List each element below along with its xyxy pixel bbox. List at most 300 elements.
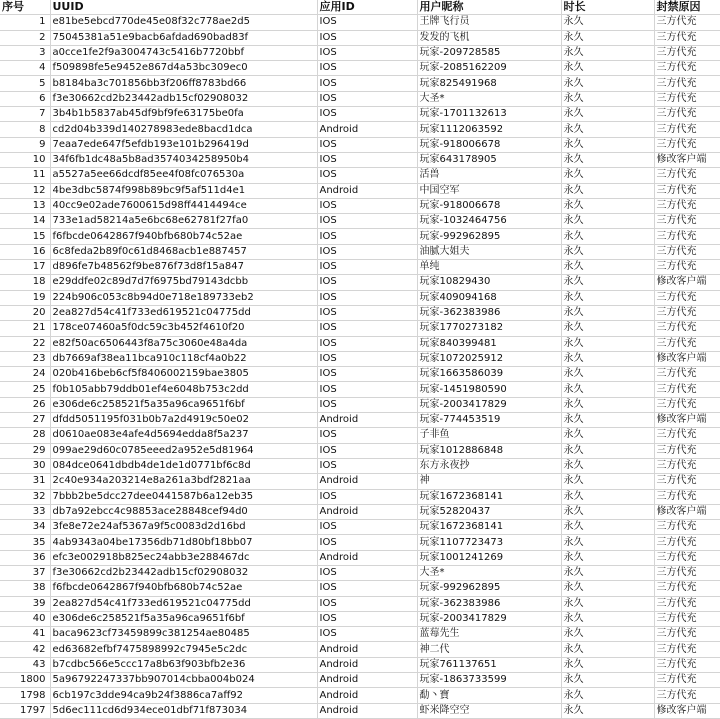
- cell-app-id[interactable]: IOS: [317, 443, 417, 458]
- cell-app-id[interactable]: IOS: [317, 198, 417, 213]
- table-row: [0, 137, 720, 152]
- cell-uuid[interactable]: a5527a5ee66dcdf85ee4f08fc076530a: [50, 168, 317, 183]
- cell-app-id[interactable]: IOS: [317, 61, 417, 76]
- cell-no[interactable]: 43: [0, 657, 50, 672]
- cell-app-id[interactable]: IOS: [317, 45, 417, 60]
- cell-duration[interactable]: 永久: [561, 45, 654, 60]
- cell-app-id[interactable]: IOS: [317, 367, 417, 382]
- table-row: [0, 428, 720, 443]
- cell-app-id[interactable]: IOS: [317, 260, 417, 275]
- cell-reason[interactable]: 三方代充: [654, 91, 720, 106]
- cell-no[interactable]: 12: [0, 183, 50, 198]
- cell-app-id[interactable]: IOS: [317, 214, 417, 229]
- cell-app-id[interactable]: IOS: [317, 382, 417, 397]
- cell-duration[interactable]: 永久: [561, 321, 654, 336]
- cell-duration[interactable]: 永久: [561, 275, 654, 290]
- cell-no[interactable]: 7: [0, 107, 50, 122]
- cell-reason[interactable]: 三方代充: [654, 627, 720, 642]
- cell-nickname[interactable]: 玩家-1701132613: [417, 107, 561, 122]
- cell-nickname[interactable]: 玩家825491968: [417, 76, 561, 91]
- cell-uuid[interactable]: dfdd5051195f031b0b7a2d4919c50e02: [50, 413, 317, 428]
- cell-no[interactable]: 27: [0, 413, 50, 428]
- cell-uuid[interactable]: f6fbcde0642867f940bfb680b74c52ae: [50, 229, 317, 244]
- cell-uuid[interactable]: 5d6ec111cd6d934ece01dbf71f873034: [50, 703, 317, 718]
- cell-nickname[interactable]: 玩家1672368141: [417, 489, 561, 504]
- cell-nickname[interactable]: 活兽: [417, 168, 561, 183]
- cell-no[interactable]: 15: [0, 229, 50, 244]
- cell-nickname[interactable]: 大圣*: [417, 91, 561, 106]
- cell-uuid[interactable]: 34f6fb1dc48a5b8ad3574034258950b4: [50, 152, 317, 167]
- cell-reason[interactable]: 三方代充: [654, 657, 720, 672]
- cell-reason[interactable]: 三方代充: [654, 61, 720, 76]
- cell-uuid[interactable]: 4be3dbc5874f998b89bc9f5af511d4e1: [50, 183, 317, 198]
- cell-uuid[interactable]: e81be5ebcd770de45e08f32c778ae2d5: [50, 15, 317, 30]
- cell-app-id[interactable]: IOS: [317, 137, 417, 152]
- cell-reason[interactable]: 三方代充: [654, 673, 720, 688]
- cell-duration[interactable]: 永久: [561, 627, 654, 642]
- cell-nickname[interactable]: 玩家-2003417829: [417, 611, 561, 626]
- cell-duration[interactable]: 永久: [561, 91, 654, 106]
- cell-uuid[interactable]: db7a92ebcc4c98853ace28848cef94d0: [50, 504, 317, 519]
- cell-uuid[interactable]: 084dce0641dbdb4de1de1d0771bf6c8d: [50, 458, 317, 473]
- cell-duration[interactable]: 永久: [561, 397, 654, 412]
- cell-no[interactable]: 1798: [0, 688, 50, 703]
- cell-duration[interactable]: 永久: [561, 596, 654, 611]
- header-duration[interactable]: 时长: [561, 0, 654, 15]
- cell-duration[interactable]: 永久: [561, 489, 654, 504]
- header-nickname[interactable]: 用户昵称: [417, 0, 561, 15]
- cell-app-id[interactable]: Android: [317, 122, 417, 137]
- cell-nickname[interactable]: 玩家-918006678: [417, 137, 561, 152]
- cell-app-id[interactable]: IOS: [317, 336, 417, 351]
- cell-uuid[interactable]: db7669af38ea11bca910c118cf4a0b22: [50, 351, 317, 366]
- cell-reason[interactable]: 三方代充: [654, 642, 720, 657]
- cell-nickname[interactable]: 大圣*: [417, 565, 561, 580]
- cell-nickname[interactable]: 玩家-1032464756: [417, 214, 561, 229]
- cell-no[interactable]: 21: [0, 321, 50, 336]
- cell-reason[interactable]: 三方代充: [654, 183, 720, 198]
- cell-reason[interactable]: 三方代充: [654, 137, 720, 152]
- cell-reason[interactable]: 三方代充: [654, 382, 720, 397]
- cell-uuid[interactable]: a0cce1fe2f9a3004743c5416b7720bbf: [50, 45, 317, 60]
- table-row: [0, 397, 720, 412]
- cell-app-id[interactable]: IOS: [317, 229, 417, 244]
- cell-reason[interactable]: 三方代充: [654, 397, 720, 412]
- cell-app-id[interactable]: IOS: [317, 321, 417, 336]
- cell-no[interactable]: 41: [0, 627, 50, 642]
- cell-duration[interactable]: 永久: [561, 443, 654, 458]
- cell-uuid[interactable]: 6c8feda2b89f0c61d8468acb1e887457: [50, 244, 317, 259]
- table-row: [0, 413, 720, 428]
- cell-app-id[interactable]: IOS: [317, 305, 417, 320]
- cell-reason[interactable]: 三方代充: [654, 596, 720, 611]
- cell-uuid[interactable]: 75045381a51e9bacb6afdad690bad83f: [50, 30, 317, 45]
- cell-duration[interactable]: 永久: [561, 520, 654, 535]
- cell-uuid[interactable]: d0610ae083e4afe4d5694edda8f5a237: [50, 428, 317, 443]
- cell-reason[interactable]: 三方代充: [654, 428, 720, 443]
- cell-reason[interactable]: 三方代充: [654, 229, 720, 244]
- cell-uuid[interactable]: 020b416beb6cf5f8406002159bae3805: [50, 367, 317, 382]
- cell-reason[interactable]: 三方代充: [654, 489, 720, 504]
- cell-reason[interactable]: 三方代充: [654, 321, 720, 336]
- cell-app-id[interactable]: Android: [317, 703, 417, 718]
- table-row: [0, 260, 720, 275]
- header-reason[interactable]: 封禁原因: [654, 0, 720, 15]
- cell-app-id[interactable]: IOS: [317, 91, 417, 106]
- table-row: [0, 504, 720, 519]
- cell-no[interactable]: 18: [0, 275, 50, 290]
- cell-no[interactable]: 9: [0, 137, 50, 152]
- table-row: [0, 520, 720, 535]
- cell-uuid[interactable]: f3e30662cd2b23442adb15cf02908032: [50, 91, 317, 106]
- cell-uuid[interactable]: 3fe8e72e24af5367a9f5c0083d2d16bd: [50, 520, 317, 535]
- table-row: [0, 611, 720, 626]
- cell-reason[interactable]: 修改客户端: [654, 152, 720, 167]
- cell-duration[interactable]: 永久: [561, 565, 654, 580]
- cell-uuid[interactable]: 3b4b1b5837ab45df9bf9fe63175be0fa: [50, 107, 317, 122]
- table-row: [0, 168, 720, 183]
- cell-app-id[interactable]: IOS: [317, 397, 417, 412]
- cell-duration[interactable]: 永久: [561, 152, 654, 167]
- cell-no[interactable]: 28: [0, 428, 50, 443]
- cell-reason[interactable]: 三方代充: [654, 30, 720, 45]
- cell-duration[interactable]: 永久: [561, 703, 654, 718]
- table-row: [0, 61, 720, 76]
- cell-duration[interactable]: 永久: [561, 428, 654, 443]
- cell-uuid[interactable]: e29ddfe02c89d7d7f6975bd79143dcbb: [50, 275, 317, 290]
- cell-no[interactable]: 30: [0, 458, 50, 473]
- cell-app-id[interactable]: IOS: [317, 535, 417, 550]
- cell-app-id[interactable]: Android: [317, 550, 417, 565]
- cell-uuid[interactable]: f3e30662cd2b23442adb15cf02908032: [50, 565, 317, 580]
- cell-duration[interactable]: 永久: [561, 107, 654, 122]
- cell-no[interactable]: 36: [0, 550, 50, 565]
- cell-nickname[interactable]: 虾米降空空: [417, 703, 561, 718]
- cell-uuid[interactable]: 178ce07460a5f0dc59c3b452f4610f20: [50, 321, 317, 336]
- cell-uuid[interactable]: f0b105abb79ddb01ef4e6048b753c2dd: [50, 382, 317, 397]
- cell-nickname[interactable]: 神二代: [417, 642, 561, 657]
- cell-nickname[interactable]: 玩家-774453519: [417, 413, 561, 428]
- cell-uuid[interactable]: 7eaa7ede647f5efdb193e101b296419d: [50, 137, 317, 152]
- cell-app-id[interactable]: Android: [317, 642, 417, 657]
- cell-duration[interactable]: 永久: [561, 382, 654, 397]
- cell-duration[interactable]: 永久: [561, 413, 654, 428]
- cell-uuid[interactable]: 7bbb2be5dcc27dee0441587b6a12eb35: [50, 489, 317, 504]
- cell-duration[interactable]: 永久: [561, 183, 654, 198]
- cell-nickname[interactable]: 玩家643178905: [417, 152, 561, 167]
- cell-reason[interactable]: 三方代充: [654, 550, 720, 565]
- cell-no[interactable]: 3: [0, 45, 50, 60]
- cell-nickname[interactable]: 玩家409094168: [417, 290, 561, 305]
- cell-reason[interactable]: 三方代充: [654, 305, 720, 320]
- cell-uuid[interactable]: 2c40e934a203214e8a261a3bdf2821aa: [50, 474, 317, 489]
- cell-duration[interactable]: 永久: [561, 137, 654, 152]
- cell-app-id[interactable]: IOS: [317, 458, 417, 473]
- cell-duration[interactable]: 永久: [561, 15, 654, 30]
- cell-app-id[interactable]: IOS: [317, 581, 417, 596]
- cell-reason[interactable]: 三方代充: [654, 122, 720, 137]
- cell-duration[interactable]: 永久: [561, 61, 654, 76]
- cell-app-id[interactable]: IOS: [317, 15, 417, 30]
- cell-nickname[interactable]: 子非鱼: [417, 428, 561, 443]
- cell-duration[interactable]: 永久: [561, 336, 654, 351]
- cell-duration[interactable]: 永久: [561, 504, 654, 519]
- cell-no[interactable]: 13: [0, 198, 50, 213]
- cell-nickname[interactable]: 玩家1672368141: [417, 520, 561, 535]
- cell-app-id[interactable]: IOS: [317, 520, 417, 535]
- cell-uuid[interactable]: 40cc9e02ade7600615d98ff4414494ce: [50, 198, 317, 213]
- header-uuid[interactable]: UUID: [50, 0, 317, 15]
- cell-no[interactable]: 11: [0, 168, 50, 183]
- cell-duration[interactable]: 永久: [561, 30, 654, 45]
- cell-no[interactable]: 2: [0, 30, 50, 45]
- table-row: [0, 183, 720, 198]
- cell-reason[interactable]: 三方代充: [654, 244, 720, 259]
- cell-no[interactable]: 26: [0, 397, 50, 412]
- cell-uuid[interactable]: 733e1ad58214a5e6bc68e62781f27fa0: [50, 214, 317, 229]
- cell-nickname[interactable]: 玩家1012886848: [417, 443, 561, 458]
- cell-app-id[interactable]: IOS: [317, 596, 417, 611]
- cell-no[interactable]: 32: [0, 489, 50, 504]
- cell-nickname[interactable]: 玩家761137651: [417, 657, 561, 672]
- cell-nickname[interactable]: 玩家-209728585: [417, 45, 561, 60]
- cell-nickname[interactable]: 油腻大姐夫: [417, 244, 561, 259]
- cell-reason[interactable]: 三方代充: [654, 443, 720, 458]
- cell-app-id[interactable]: Android: [317, 673, 417, 688]
- cell-nickname[interactable]: 王牌飞行员: [417, 15, 561, 30]
- cell-no[interactable]: 34: [0, 520, 50, 535]
- cell-app-id[interactable]: IOS: [317, 76, 417, 91]
- cell-reason[interactable]: 三方代充: [654, 474, 720, 489]
- cell-no[interactable]: 17: [0, 260, 50, 275]
- cell-nickname[interactable]: 玩家-992962895: [417, 229, 561, 244]
- cell-duration[interactable]: 永久: [561, 581, 654, 596]
- cell-reason[interactable]: 三方代充: [654, 290, 720, 305]
- cell-uuid[interactable]: b8184ba3c701856bb3f206ff8783bd66: [50, 76, 317, 91]
- cell-app-id[interactable]: IOS: [317, 152, 417, 167]
- cell-uuid[interactable]: e306de6c258521f5a35a96ca9651f6bf: [50, 611, 317, 626]
- cell-app-id[interactable]: IOS: [317, 168, 417, 183]
- cell-nickname[interactable]: 神: [417, 474, 561, 489]
- cell-no[interactable]: 22: [0, 336, 50, 351]
- table-row: [0, 15, 720, 30]
- cell-duration[interactable]: 永久: [561, 76, 654, 91]
- cell-reason[interactable]: 修改客户端: [654, 413, 720, 428]
- cell-uuid[interactable]: 6cb197c3dde94ca9b24f3886ca7aff92: [50, 688, 317, 703]
- cell-nickname[interactable]: 玩家1072025912: [417, 351, 561, 366]
- cell-reason[interactable]: 三方代充: [654, 76, 720, 91]
- cell-duration[interactable]: 永久: [561, 122, 654, 137]
- cell-no[interactable]: 39: [0, 596, 50, 611]
- cell-uuid[interactable]: 099ae29d60c0785eeed2a952e5d81964: [50, 443, 317, 458]
- cell-reason[interactable]: 三方代充: [654, 688, 720, 703]
- cell-no[interactable]: 38: [0, 581, 50, 596]
- cell-nickname[interactable]: 勫丶寶: [417, 688, 561, 703]
- cell-duration[interactable]: 永久: [561, 673, 654, 688]
- cell-app-id[interactable]: IOS: [317, 290, 417, 305]
- cell-no[interactable]: 1800: [0, 673, 50, 688]
- cell-reason[interactable]: 修改客户端: [654, 703, 720, 718]
- cell-no[interactable]: 31: [0, 474, 50, 489]
- cell-no[interactable]: 40: [0, 611, 50, 626]
- cell-uuid[interactable]: ed63682efbf7475898992c7945e5c2dc: [50, 642, 317, 657]
- cell-no[interactable]: 16: [0, 244, 50, 259]
- cell-reason[interactable]: 三方代充: [654, 535, 720, 550]
- cell-reason[interactable]: 修改客户端: [654, 275, 720, 290]
- cell-reason[interactable]: 三方代充: [654, 336, 720, 351]
- cell-no[interactable]: 25: [0, 382, 50, 397]
- cell-reason[interactable]: 三方代充: [654, 260, 720, 275]
- cell-uuid[interactable]: efc3e002918b825ec24abb3e288467dc: [50, 550, 317, 565]
- cell-no[interactable]: 1: [0, 15, 50, 30]
- cell-reason[interactable]: 三方代充: [654, 107, 720, 122]
- cell-no[interactable]: 19: [0, 290, 50, 305]
- cell-app-id[interactable]: IOS: [317, 489, 417, 504]
- cell-no[interactable]: 1797: [0, 703, 50, 718]
- cell-reason[interactable]: 三方代充: [654, 168, 720, 183]
- cell-uuid[interactable]: 5a96792247337bb907014cbba004b024: [50, 673, 317, 688]
- table-row: [0, 535, 720, 550]
- cell-app-id[interactable]: Android: [317, 183, 417, 198]
- cell-uuid[interactable]: baca9623cf73459899c381254ae80485: [50, 627, 317, 642]
- cell-app-id[interactable]: IOS: [317, 30, 417, 45]
- cell-duration[interactable]: 永久: [561, 214, 654, 229]
- cell-nickname[interactable]: 单纯: [417, 260, 561, 275]
- cell-duration[interactable]: 永久: [561, 290, 654, 305]
- cell-nickname[interactable]: 玩家840399481: [417, 336, 561, 351]
- cell-nickname[interactable]: 玩家-992962895: [417, 581, 561, 596]
- cell-app-id[interactable]: IOS: [317, 627, 417, 642]
- cell-app-id[interactable]: Android: [317, 413, 417, 428]
- table-row: [0, 152, 720, 167]
- cell-uuid[interactable]: b7cdbc566e5ccc17a8b63f903bfb2e36: [50, 657, 317, 672]
- cell-duration[interactable]: 永久: [561, 305, 654, 320]
- table-row: [0, 657, 720, 672]
- cell-no[interactable]: 37: [0, 565, 50, 580]
- cell-app-id[interactable]: Android: [317, 657, 417, 672]
- cell-reason[interactable]: 修改客户端: [654, 504, 720, 519]
- cell-nickname[interactable]: 玩家1112063592: [417, 122, 561, 137]
- cell-nickname[interactable]: 玩家52820437: [417, 504, 561, 519]
- cell-nickname[interactable]: 玩家-1863733599: [417, 673, 561, 688]
- cell-no[interactable]: 20: [0, 305, 50, 320]
- header-no[interactable]: 序号: [0, 0, 50, 15]
- cell-app-id[interactable]: IOS: [317, 244, 417, 259]
- cell-app-id[interactable]: Android: [317, 474, 417, 489]
- cell-uuid[interactable]: d896fe7b48562f9be876f73d8f15a847: [50, 260, 317, 275]
- cell-no[interactable]: 14: [0, 214, 50, 229]
- cell-nickname[interactable]: 玩家-1451980590: [417, 382, 561, 397]
- cell-no[interactable]: 23: [0, 351, 50, 366]
- cell-no[interactable]: 10: [0, 152, 50, 167]
- cell-reason[interactable]: 三方代充: [654, 367, 720, 382]
- cell-uuid[interactable]: 4ab9343a04be17356db71d80bf18bb07: [50, 535, 317, 550]
- cell-uuid[interactable]: cd2d04b339d140278983ede8bacd1dca: [50, 122, 317, 137]
- cell-app-id[interactable]: IOS: [317, 107, 417, 122]
- cell-nickname[interactable]: 玩家-362383986: [417, 305, 561, 320]
- cell-nickname[interactable]: 玩家-362383986: [417, 596, 561, 611]
- cell-no[interactable]: 33: [0, 504, 50, 519]
- cell-app-id[interactable]: IOS: [317, 611, 417, 626]
- cell-reason[interactable]: 三方代充: [654, 565, 720, 580]
- cell-reason[interactable]: 三方代充: [654, 520, 720, 535]
- cell-no[interactable]: 35: [0, 535, 50, 550]
- cell-duration[interactable]: 永久: [561, 642, 654, 657]
- cell-duration[interactable]: 永久: [561, 351, 654, 366]
- cell-uuid[interactable]: f509898fe5e9452e867d4a53bc309ec0: [50, 61, 317, 76]
- cell-duration[interactable]: 永久: [561, 688, 654, 703]
- cell-no[interactable]: 4: [0, 61, 50, 76]
- cell-nickname[interactable]: 玩家10829430: [417, 275, 561, 290]
- cell-app-id[interactable]: IOS: [317, 565, 417, 580]
- cell-duration[interactable]: 永久: [561, 611, 654, 626]
- cell-duration[interactable]: 永久: [561, 198, 654, 213]
- cell-no[interactable]: 6: [0, 91, 50, 106]
- cell-nickname[interactable]: 发发的飞机: [417, 30, 561, 45]
- cell-duration[interactable]: 永久: [561, 229, 654, 244]
- cell-reason[interactable]: 三方代充: [654, 15, 720, 30]
- cell-duration[interactable]: 永久: [561, 367, 654, 382]
- cell-nickname[interactable]: 玩家-2085162209: [417, 61, 561, 76]
- cell-nickname[interactable]: 东方永夜抄: [417, 458, 561, 473]
- cell-no[interactable]: 24: [0, 367, 50, 382]
- cell-duration[interactable]: 永久: [561, 474, 654, 489]
- cell-nickname[interactable]: 中国空军: [417, 183, 561, 198]
- table-row: [0, 91, 720, 106]
- cell-nickname[interactable]: 玩家-918006678: [417, 198, 561, 213]
- cell-app-id[interactable]: IOS: [317, 275, 417, 290]
- cell-uuid[interactable]: 2ea827d54c41f733ed619521c04775dd: [50, 596, 317, 611]
- cell-reason[interactable]: 三方代充: [654, 214, 720, 229]
- cell-no[interactable]: 5: [0, 76, 50, 91]
- cell-no[interactable]: 8: [0, 122, 50, 137]
- cell-nickname[interactable]: 玩家1001241269: [417, 550, 561, 565]
- cell-nickname[interactable]: 玩家1107723473: [417, 535, 561, 550]
- cell-uuid[interactable]: 2ea827d54c41f733ed619521c04775dd: [50, 305, 317, 320]
- cell-nickname[interactable]: 玩家-2003417829: [417, 397, 561, 412]
- cell-reason[interactable]: 三方代充: [654, 45, 720, 60]
- cell-uuid[interactable]: 224b906c053c8b94d0e718e189733eb2: [50, 290, 317, 305]
- cell-app-id[interactable]: Android: [317, 504, 417, 519]
- cell-nickname[interactable]: 玩家1663586039: [417, 367, 561, 382]
- cell-uuid[interactable]: e82f50ac6506443f8a75c3060e48a4da: [50, 336, 317, 351]
- cell-duration[interactable]: 永久: [561, 244, 654, 259]
- cell-reason[interactable]: 三方代充: [654, 458, 720, 473]
- cell-reason[interactable]: 三方代充: [654, 198, 720, 213]
- table-row: [0, 703, 720, 718]
- cell-duration[interactable]: 永久: [561, 535, 654, 550]
- cell-uuid[interactable]: f6fbcde0642867f940bfb680b74c52ae: [50, 581, 317, 596]
- cell-no[interactable]: 29: [0, 443, 50, 458]
- cell-reason[interactable]: 修改客户端: [654, 351, 720, 366]
- cell-nickname[interactable]: 蓝莓先生: [417, 627, 561, 642]
- cell-duration[interactable]: 永久: [561, 260, 654, 275]
- cell-reason[interactable]: 三方代充: [654, 611, 720, 626]
- cell-uuid[interactable]: e306de6c258521f5a35a96ca9651f6bf: [50, 397, 317, 412]
- cell-duration[interactable]: 永久: [561, 168, 654, 183]
- header-app-id[interactable]: 应用ID: [317, 0, 417, 15]
- cell-duration[interactable]: 永久: [561, 657, 654, 672]
- cell-app-id[interactable]: Android: [317, 688, 417, 703]
- cell-nickname[interactable]: 玩家1770273182: [417, 321, 561, 336]
- cell-app-id[interactable]: IOS: [317, 428, 417, 443]
- cell-no[interactable]: 42: [0, 642, 50, 657]
- cell-duration[interactable]: 永久: [561, 458, 654, 473]
- cell-app-id[interactable]: IOS: [317, 351, 417, 366]
- table-row: [0, 550, 720, 565]
- cell-duration[interactable]: 永久: [561, 550, 654, 565]
- cell-reason[interactable]: 三方代充: [654, 581, 720, 596]
